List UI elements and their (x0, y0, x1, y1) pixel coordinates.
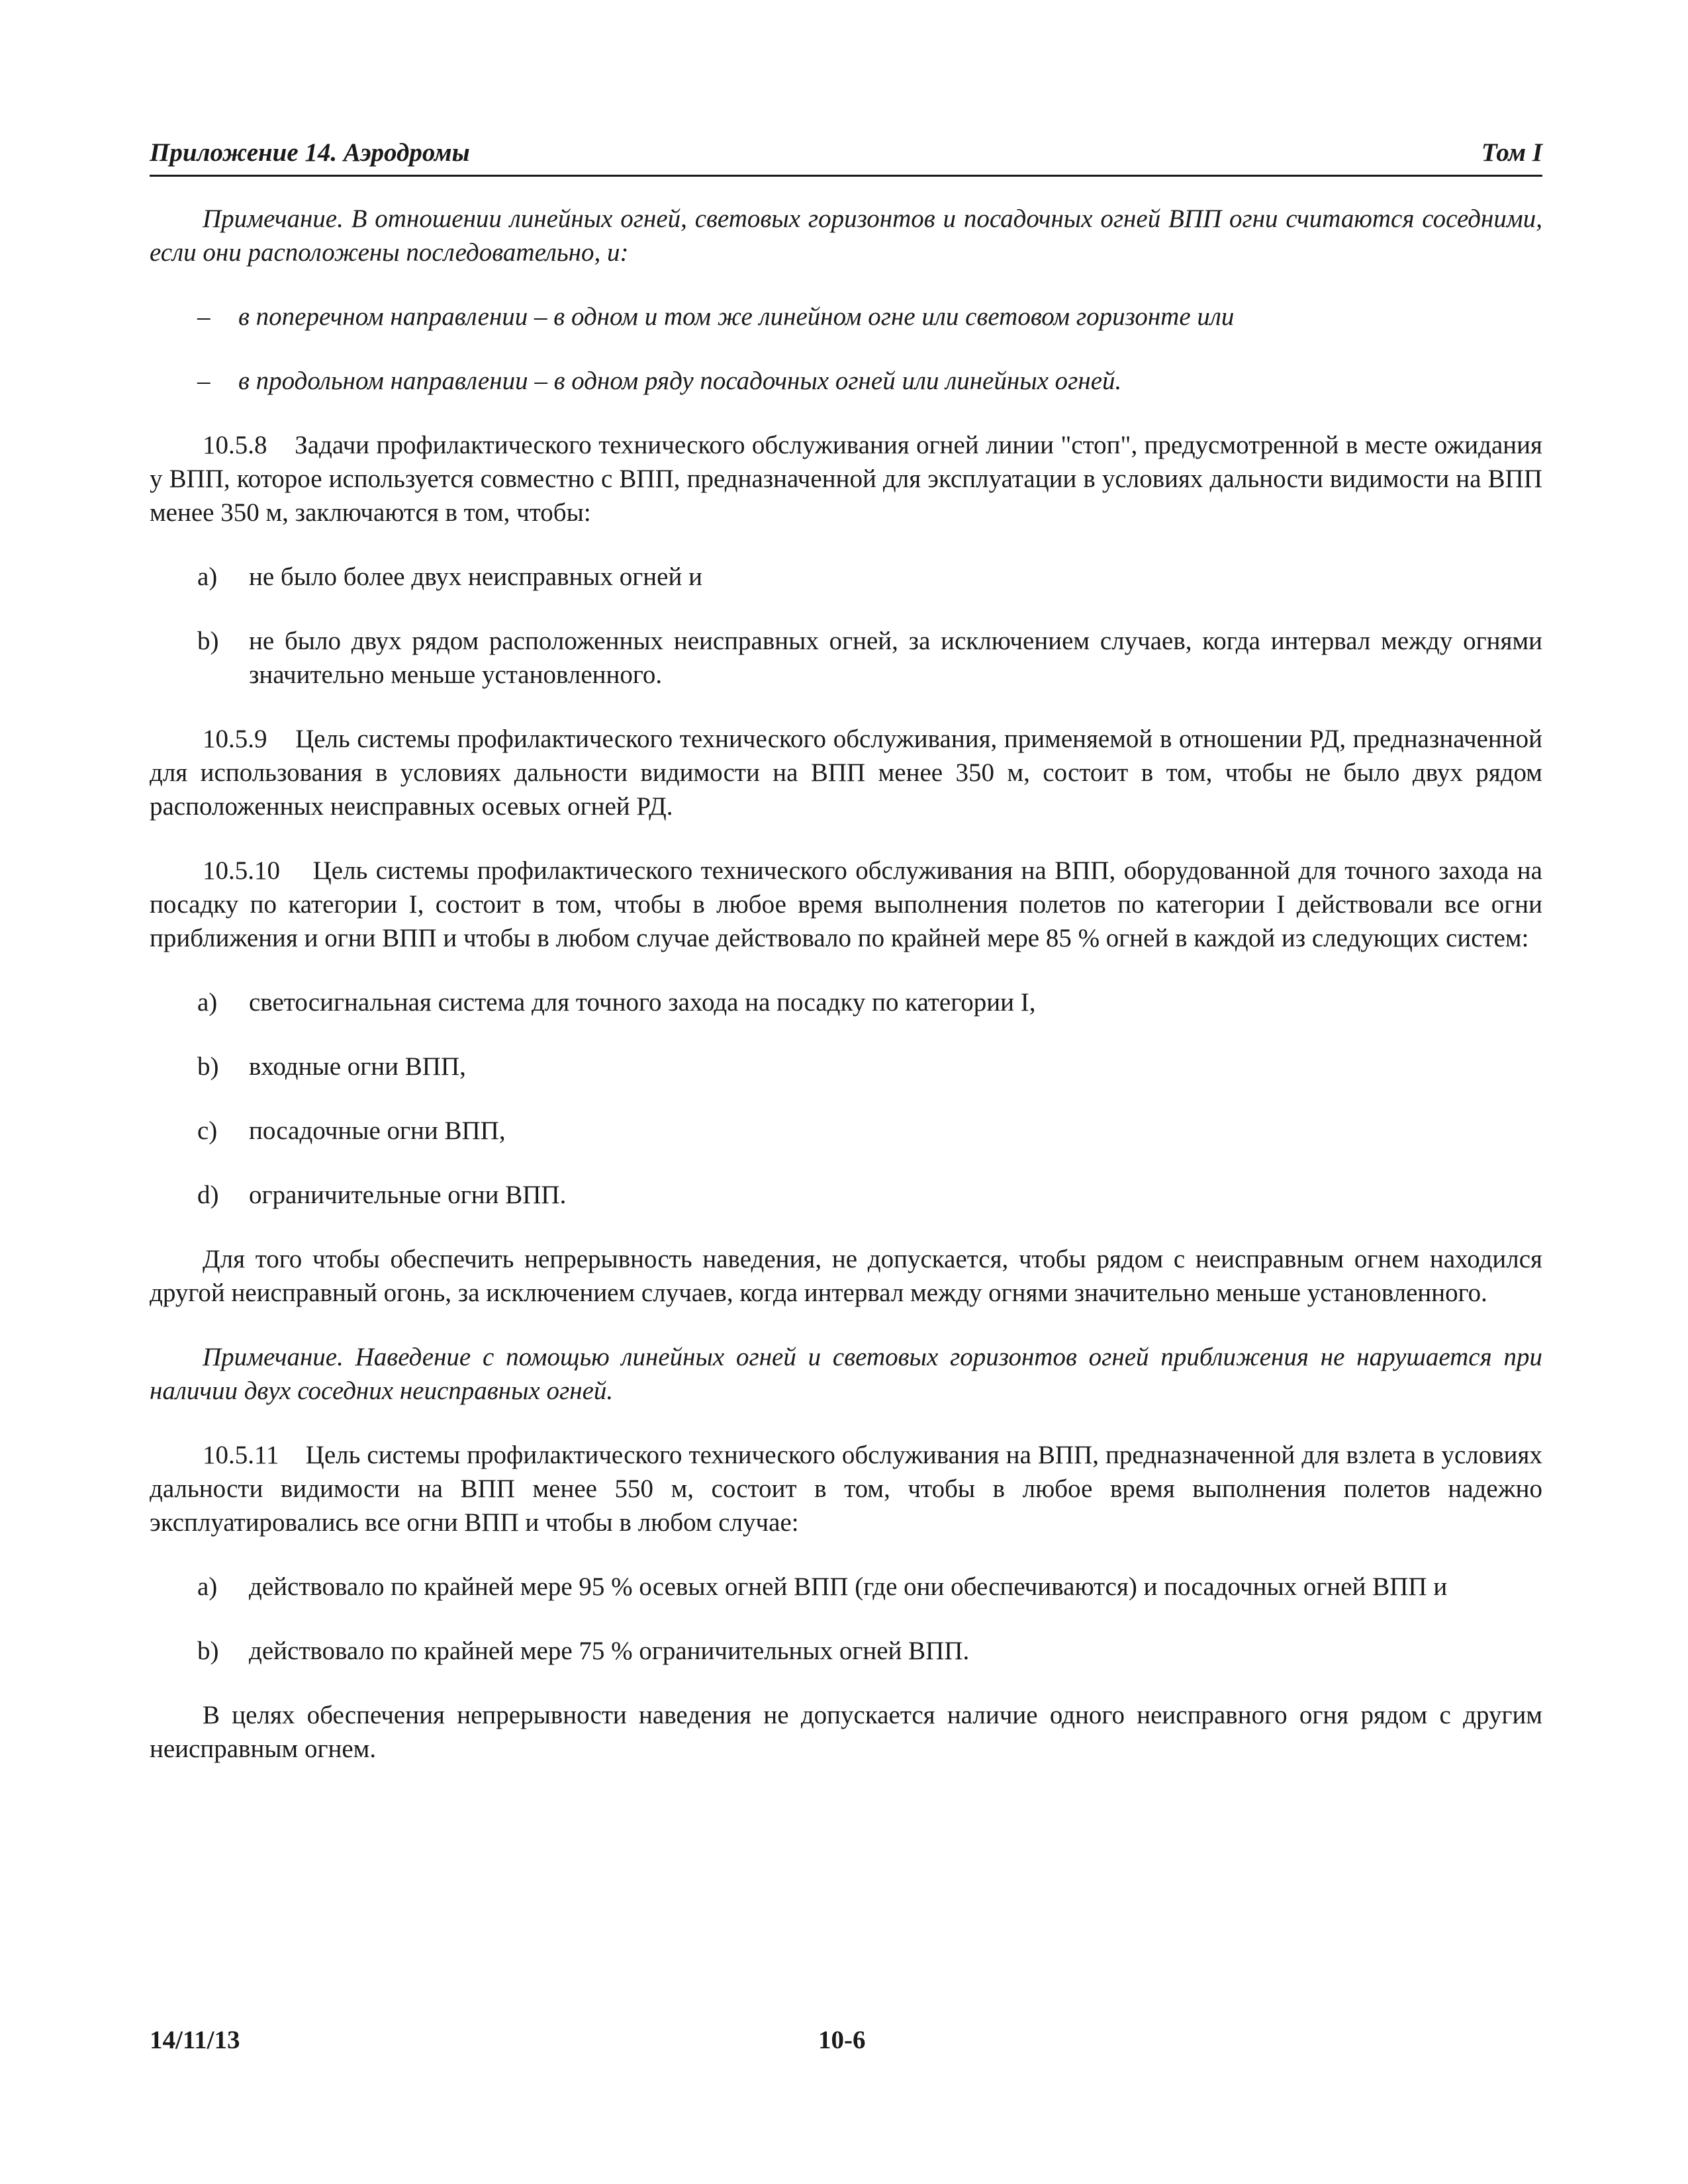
paragraph-10-5-9: 10.5.9 Цель системы профилактического технического обслуживания, применяемой в отношении РД, предназначенной для использования в условиях дальности видимости на ВПП менее 350 м, состоит в том, чтобы не было двух рядом расположенных неисправных осевых огней РД. (150, 725, 1549, 821)
header-title: Приложение 14. Аэродромы (150, 138, 470, 167)
list-item-text: не было двух рядом расположенных неисправных огней, за исключением случаев, когда интервал между огнями значительно меньше установленного. (249, 627, 1542, 689)
list-item-text: светосигнальная система для точного захода на посадку по категории I, (249, 988, 1036, 1017)
list-item-text: посадочные огни ВПП, (249, 1116, 506, 1145)
header-volume: Том I (1481, 138, 1542, 167)
page-content (150, 202, 1549, 1796)
list-item-text: действовало по крайней мере 95 % осевых огней ВПП (где они обеспечиваются) и посадочных огней ВПП и (249, 1572, 1448, 1601)
note-paragraph: Примечание. Наведение с помощью линейных огней и световых горизонтов огней приближения не нарушается при наличии двух соседних неисправных огней. (150, 1343, 1542, 1405)
list-item-text: ограничительные огни ВПП. (249, 1181, 567, 1209)
paragraph-continuity-1: Для того чтобы обеспечить непрерывность наведения, не допускается, чтобы рядом с неисправным огнем находился другой неисправный огонь, за исключением случаев, когда интервал между огнями значительно меньше установленного. (150, 1245, 1542, 1307)
list-marker: a) (197, 988, 218, 1017)
list-item-text: в продольном направлении – в одном ряду посадочных огней или линейных огней. (238, 367, 1122, 395)
list-item-text: входные огни ВПП, (249, 1052, 466, 1081)
list-item-text: в поперечном направлении – в одном и том же линейном огне или световом горизонте или (238, 302, 1235, 331)
paragraph-10-5-10: 10.5.10 Цель системы профилактического технического обслуживания на ВПП, оборудованной для точного захода на посадку по категории I, состоит в том, чтобы в любое время выполнения полетов по категории I действовали все огни приближения и огни ВПП и чтобы в любом случае действовало по крайней мере 85 % огней в каждой из следующих систем: (150, 856, 1549, 952)
footer-date: 14/11/13 (150, 2026, 240, 2054)
list-item (150, 1570, 1542, 1604)
list-marker: b) (197, 1052, 219, 1081)
list-marker: – (197, 302, 211, 331)
list-marker: d) (197, 1181, 219, 1209)
list-item (150, 1050, 1542, 1083)
list-item (150, 1114, 1542, 1148)
list-marker: b) (197, 627, 219, 655)
paragraph-continuity-2: В целях обеспечения непрерывности наведения не допускается наличие одного неисправного огня рядом с другим неисправным огнем. (150, 1701, 1542, 1763)
paragraph-10-5-11: 10.5.11 Цель системы профилактического технического обслуживания на ВПП, предназначенной для взлета в условиях дальности видимости на ВПП менее 550 м, состоит в том, чтобы в любое время выполнения полетов надежно эксплуатировались все огни ВПП и чтобы в любом случае: (150, 1441, 1549, 1537)
list-item (150, 300, 1542, 334)
list-item-text: не было более двух неисправных огней и (249, 563, 702, 591)
list-item (150, 1634, 1542, 1668)
list-item-text: действовало по крайней мере 75 % ограничительных огней ВПП. (249, 1637, 970, 1665)
list-item (150, 1178, 1542, 1212)
list-marker: a) (197, 1572, 218, 1601)
list-marker: – (197, 367, 211, 395)
list-marker: a) (197, 563, 218, 591)
list-item (150, 560, 1542, 594)
paragraph-10-5-8: 10.5.8 Задачи профилактического технического обслуживания огней линии "стоп", предусмотренной в месте ожидания у ВПП, которое используется совместно с ВПП, предназначенной для эксплуатации в условиях дальности видимости на ВПП менее 350 м, заключаются в том, чтобы: (150, 431, 1549, 527)
page-number: 10-6 (818, 2026, 866, 2054)
list-item (150, 624, 1542, 692)
list-marker: b) (197, 1637, 219, 1665)
list-marker: c) (197, 1116, 218, 1145)
note-paragraph: Примечание. В отношении линейных огней, световых горизонтов и посадочных огней ВПП огни считаются соседними, если они расположены последовательно, и: (150, 205, 1542, 267)
list-item (150, 364, 1542, 398)
page-header (150, 132, 1542, 177)
list-item (150, 985, 1542, 1019)
